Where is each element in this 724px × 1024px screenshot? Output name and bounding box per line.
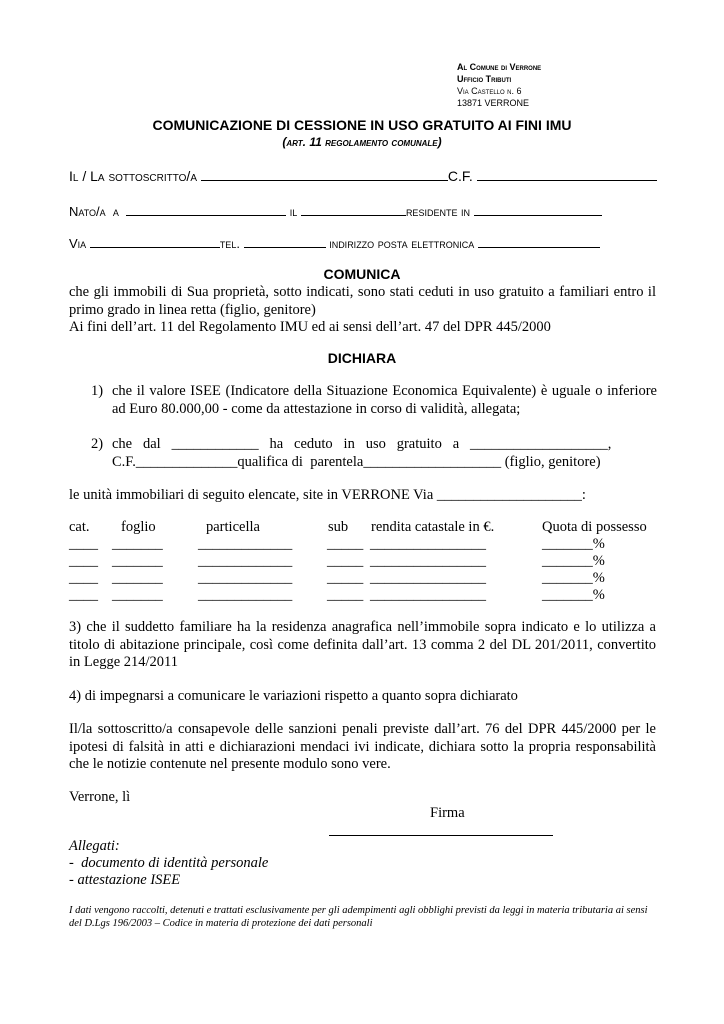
cell-foglio[interactable]: _______ [112, 587, 163, 603]
signature-place-date: Verrone, lì [69, 789, 131, 805]
attachment-id-document: - documento di identità personale [69, 855, 269, 871]
addressee-line-2: Ufficio Tributi [457, 74, 512, 84]
cell-cat[interactable]: ____ [69, 553, 98, 569]
label-residente: residente in [405, 204, 471, 219]
addressee-line-1: Al Comune di Verrone [457, 62, 542, 72]
cell-particella[interactable]: _____________ [198, 570, 293, 586]
signature-line[interactable] [329, 835, 553, 836]
cell-rendita[interactable]: ________________ [370, 570, 486, 586]
label-cf: C.F. [447, 168, 473, 184]
cell-sub[interactable]: _____ [327, 587, 364, 603]
cell-rendita[interactable]: ________________ [370, 536, 486, 552]
cell-particella[interactable]: _____________ [198, 587, 293, 603]
document-title: COMUNICAZIONE DI CESSIONE IN USO GRATUITO AI FINI IMU [152, 117, 572, 133]
street-field[interactable] [90, 235, 220, 248]
units-intro: le unità immobiliari di seguito elencate, site in VERRONE Via ____________________: [69, 487, 586, 503]
cell-quota[interactable]: _______% [542, 587, 605, 603]
col-header-foglio: foglio [121, 519, 156, 535]
cell-particella[interactable]: _____________ [198, 536, 293, 552]
cell-sub[interactable]: _____ [327, 570, 364, 586]
cell-cat[interactable]: ____ [69, 587, 98, 603]
label-tel: tel. [219, 236, 240, 251]
field-row-birth [69, 203, 602, 219]
document-subtitle: (art. 11 regolamento comunale) [282, 135, 442, 149]
label-sottoscritto: Il / La sottoscritto/a [69, 168, 197, 184]
signature-label: Firma [430, 805, 465, 821]
col-header-quota: Quota di possesso [542, 519, 647, 535]
cell-particella[interactable]: _____________ [198, 553, 293, 569]
cell-foglio[interactable]: _______ [112, 536, 163, 552]
birthplace-field[interactable] [126, 203, 286, 216]
cell-cat[interactable]: ____ [69, 570, 98, 586]
label-nato: Nato/a [69, 204, 106, 219]
cell-sub[interactable]: _____ [327, 553, 364, 569]
item-2-line-2: C.F.______________qualifica di parentela___________________ (figlio, genitore) [112, 454, 601, 470]
birthdate-field[interactable] [301, 203, 406, 216]
phone-field[interactable] [244, 235, 326, 248]
cell-foglio[interactable]: _______ [112, 553, 163, 569]
field-row-name [69, 168, 657, 184]
attachments-heading: Allegati: [69, 838, 120, 854]
cell-sub[interactable]: _____ [327, 536, 364, 552]
col-header-rendita: rendita catastale in €. [371, 519, 495, 535]
cell-cat[interactable]: ____ [69, 536, 98, 552]
label-il: il [289, 204, 298, 219]
declaration-item-4: 4) di impegnarsi a comunicare le variazioni rispetto a quanto sopra dichiarato [69, 688, 518, 704]
dichiara-heading: DICHIARA [327, 350, 397, 366]
label-via: Via [69, 236, 87, 251]
declaration-item-3: 3) che il suddetto familiare ha la residenza anagrafica nell’immobile sopra indicato e lo utilizza a titolo di abitazione principale, così come definita dall’art. 13 comma 2 del DL 201/2011, convertito in Legge 214/2011 [69, 619, 656, 670]
cell-quota[interactable]: _______% [542, 553, 605, 569]
addressee-block [457, 61, 541, 109]
item-1-text: che il valore ISEE (Indicatore della Situazione Economica Equivalente) è uguale o inferiore ad Euro 80.000,00 - come da attestazione in corso di validità, allegata; [112, 383, 657, 417]
col-header-cat: cat. [69, 519, 90, 535]
cell-quota[interactable]: _______% [542, 536, 605, 552]
privacy-note: I dati vengono raccolti, detenuti e trattati esclusivamente per gli adempimenti agli obblighi previsti da leggi in materia tributaria ai sensi del D.Lgs 196/2003 – Codice in materia di protezione dei dati personali [69, 905, 648, 929]
item-1-number: 1) [91, 383, 104, 399]
col-header-particella: particella [206, 519, 260, 535]
comunica-text: che gli immobili di Sua proprietà, sotto indicati, sono stati ceduti in uso gratuito a familiari entro il primo grado in linea retta (figlio, genitore) [69, 284, 656, 318]
cell-foglio[interactable]: _______ [112, 570, 163, 586]
label-a: a [112, 204, 119, 219]
cf-field[interactable] [477, 168, 657, 181]
label-email: indirizzo posta elettronica [329, 236, 475, 251]
email-field[interactable] [478, 235, 600, 248]
addressee-line-4: 13871 VERRONE [457, 98, 530, 108]
item-2-number: 2) [91, 436, 104, 452]
name-field[interactable] [201, 168, 448, 181]
cell-quota[interactable]: _______% [542, 570, 605, 586]
col-header-sub: sub [328, 519, 349, 535]
item-2-line-1: che dal ____________ ha ceduto in uso gratuito a ___________________, [112, 436, 612, 452]
field-row-contact [69, 235, 600, 251]
attachment-isee: - attestazione ISEE [69, 872, 181, 888]
cell-rendita[interactable]: ________________ [370, 553, 486, 569]
comunica-heading: COMUNICA [323, 266, 401, 282]
responsibility-statement: Il/la sottoscritto/a consapevole delle sanzioni penali previste dall’art. 76 del DPR 445/2000 per le ipotesi di falsità in atti e dichiarazioni mendaci ivi indicate, dichiara sotto la propria responsabilità che le notizie contenute nel presente modulo sono vere. [69, 721, 656, 772]
residence-field[interactable] [474, 203, 602, 216]
comunica-legal-ref: Ai fini dell’art. 11 del Regolamento IMU ed ai sensi dell’art. 47 del DPR 445/2000 [69, 319, 551, 335]
addressee-line-3: Via Castello n. 6 [457, 86, 522, 96]
cell-rendita[interactable]: ________________ [370, 587, 486, 603]
